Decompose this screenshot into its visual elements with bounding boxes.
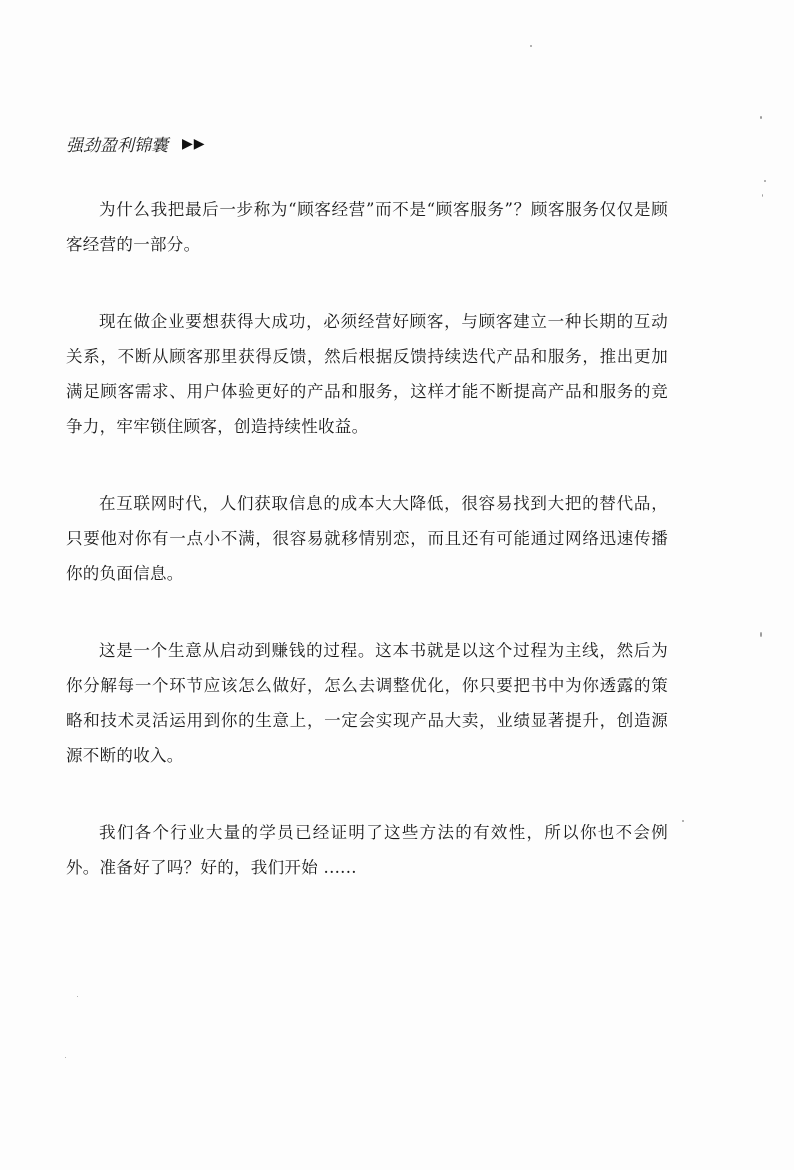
scan-speck (760, 116, 762, 119)
paragraph-1: 为什么我把最后一步称为“顾客经营”而不是“顾客服务”？顾客服务仅仅是顾客经营的一部分。 (66, 200, 668, 254)
scan-speck (77, 996, 78, 997)
double-arrow-icon: ▶▶ (182, 135, 206, 152)
scan-speck (682, 820, 684, 822)
scan-speck (764, 180, 766, 182)
paragraph-2: 现在做企业要想获得大成功，必须经营好顾客，与顾客建立一种长期的互动关系，不断从顾客那里获得反馈，然后根据反馈持续迭代产品和服务，推出更加满足顾客需求、用户体验更好的产品和服务，这样才能不断提高产品和服务的竞争力，牢牢锁住顾客，创造持续性收益。 (66, 312, 668, 436)
paragraph-4: 这是一个生意从启动到赚钱的过程。这本书就是以这个过程为主线，然后为你分解每一个环节应该怎么做好，怎么去调整优化，你只要把书中为你透露的策略和技术灵活运用到你的生意上，一定会实现产品大卖，业绩显著提升，创造源源不断的收入。 (66, 641, 668, 765)
scan-speck (530, 45, 532, 47)
scan-speck (762, 194, 763, 197)
scan-speck (65, 1057, 66, 1058)
section-header (66, 131, 206, 156)
paragraph-5: 我们各个行业大量的学员已经证明了这些方法的有效性，所以你也不会例外。准备好了吗？好的，我们开始 ...... (66, 823, 668, 877)
scan-speck (760, 632, 762, 637)
body-text (66, 192, 668, 927)
paragraph-3: 在互联网时代，人们获取信息的成本大大降低，很容易找到大把的替代品，只要他对你有一点小不满，很容易就移情别恋，而且还有可能通过网络迅速传播你的负面信息。 (66, 494, 668, 583)
section-title: 强劲盈利锦囊 (66, 136, 168, 156)
